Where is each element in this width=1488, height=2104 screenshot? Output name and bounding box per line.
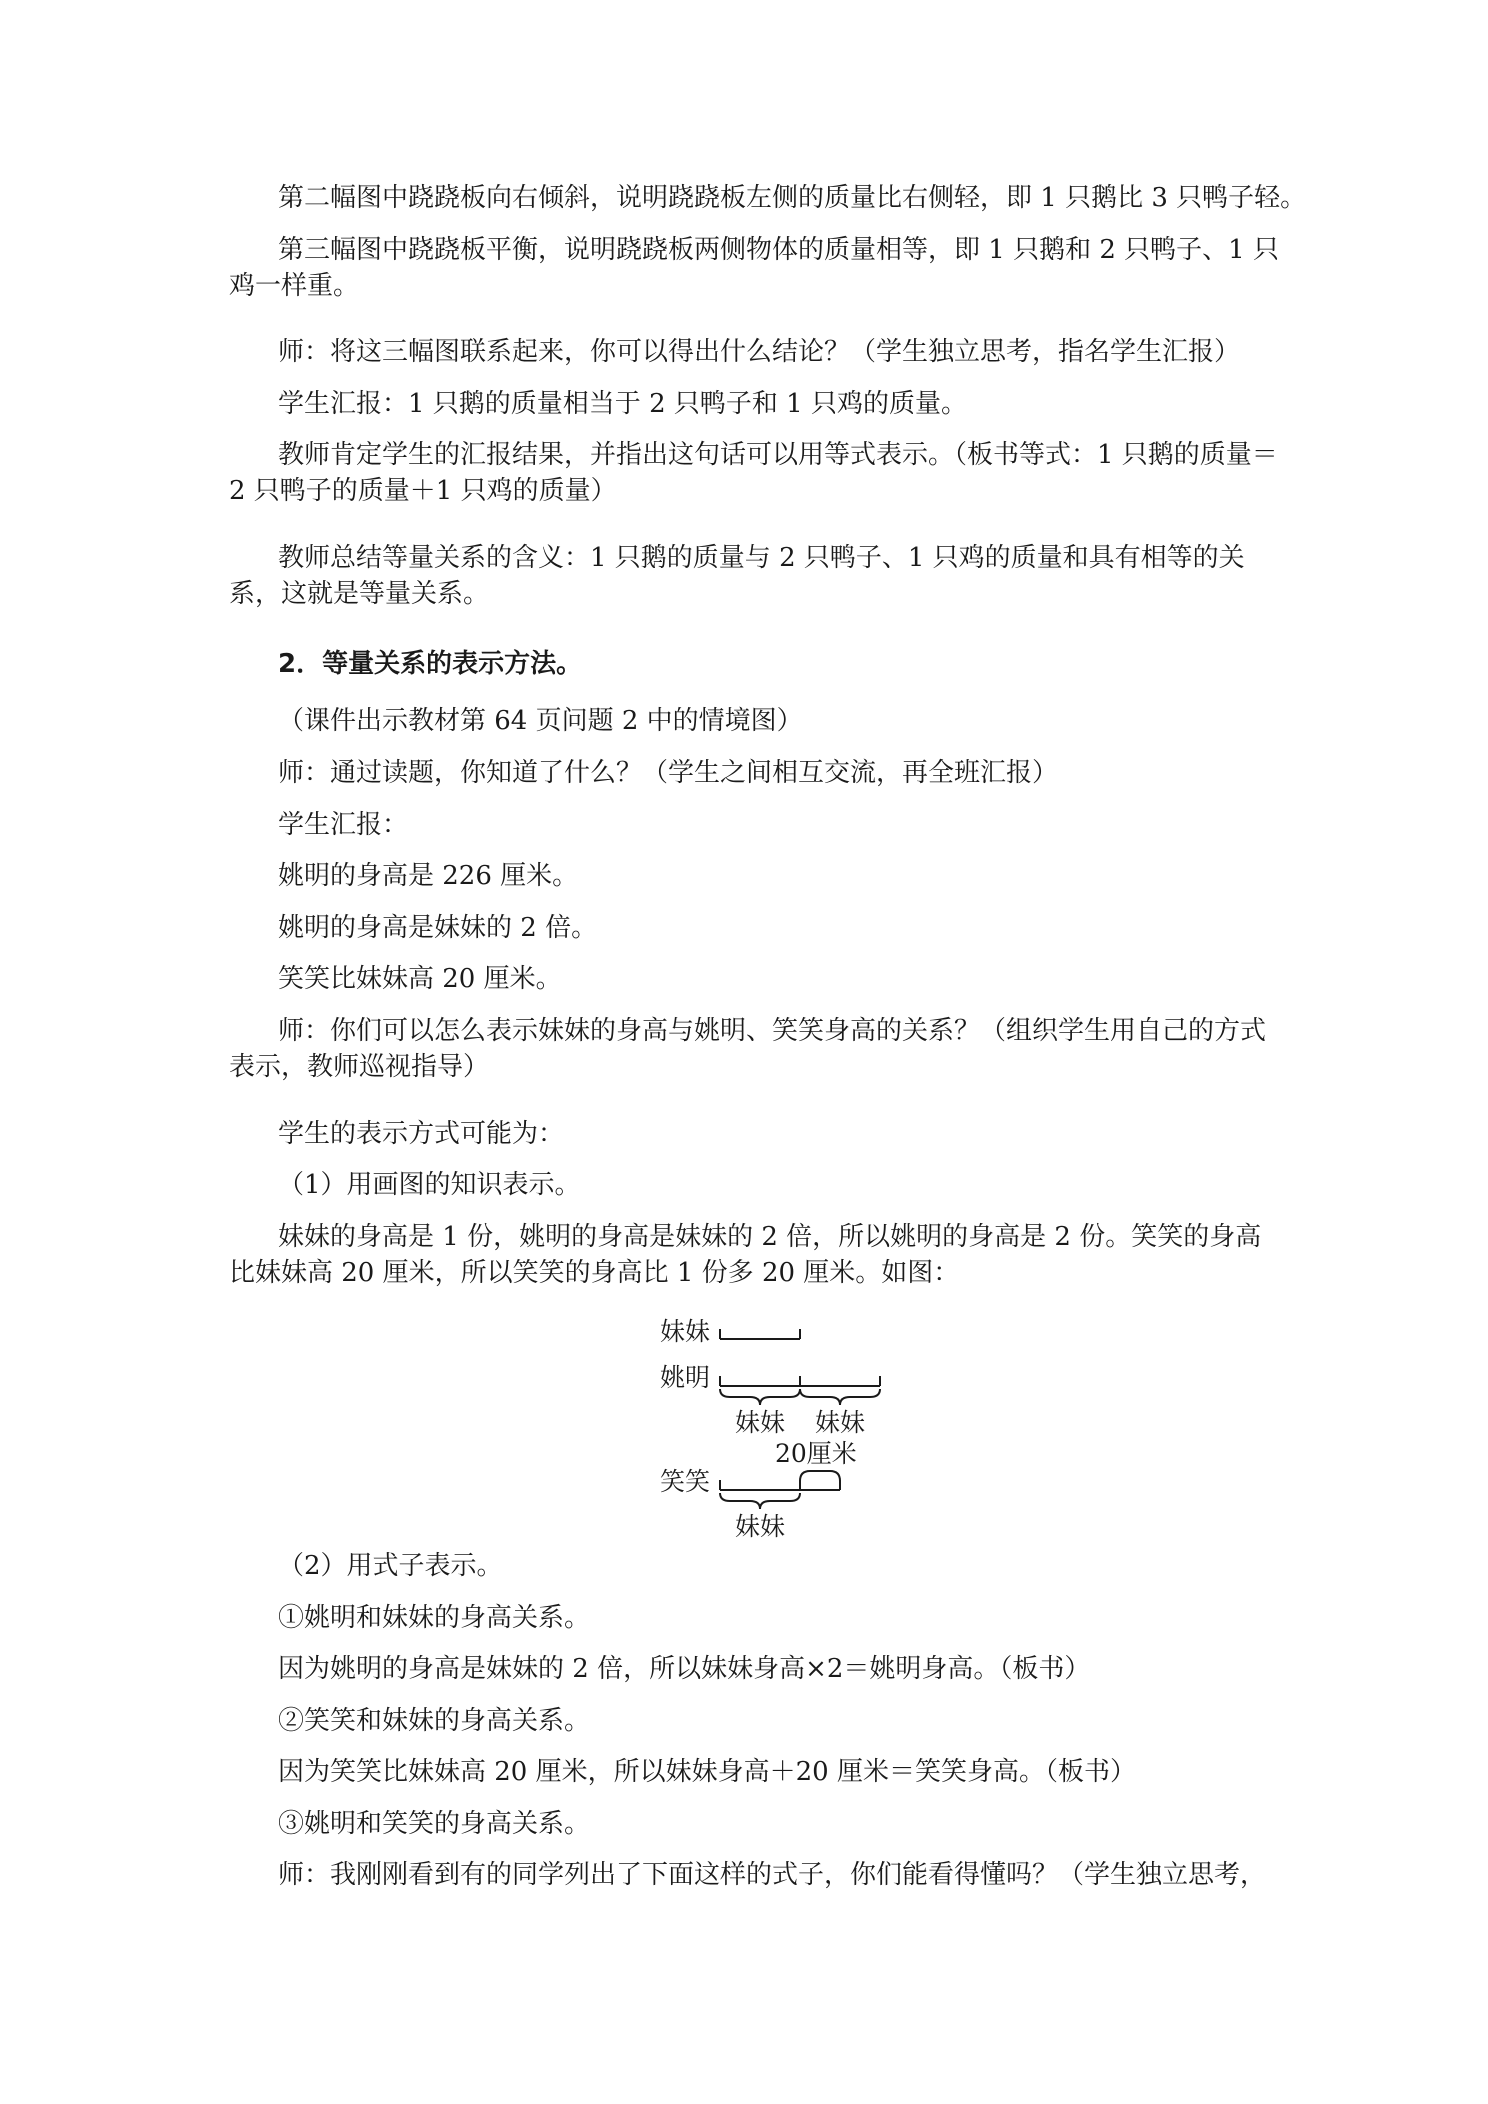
brace [720, 1493, 800, 1509]
paragraph: 教师总结等量关系的含义：1 只鹅的质量与 2 只鸭子、1 只鸡的质量和具有相等的关系，这就是等量关系。 [229, 543, 1245, 609]
paragraph: 学生的表示方式可能为： [278, 1119, 565, 1149]
paragraph: （1）用画图的知识表示。 [278, 1170, 581, 1200]
paragraph: 师：我刚刚看到有的同学列出了下面这样的式子，你们能看得懂吗？（学生独立思考， [278, 1860, 1267, 1890]
paragraph: 师：通过读题，你知道了什么？（学生之间相互交流，再全班汇报） [278, 758, 1059, 788]
label-yaoming: 姚明 [660, 1363, 711, 1392]
paragraph: 妹妹的身高是 1 份，姚明的身高是妹妹的 2 倍，所以姚明的身高是 2 份。笑笑的身高比妹妹高 20 厘米，所以笑笑的身高比 1 份多 20 厘米。如图： [229, 1222, 1262, 1288]
label-xiaoxiao: 笑笑 [660, 1467, 711, 1496]
label-meimei: 妹妹 [660, 1317, 711, 1346]
paragraph: 学生汇报： [278, 810, 409, 840]
paragraph: 师：你们可以怎么表示妹妹的身高与姚明、笑笑身高的关系？（组织学生用自己的方式表示，教师巡视指导） [229, 1016, 1267, 1082]
section-heading: 2．等量关系的表示方法。 [278, 649, 583, 679]
brace-label: 妹妹 [735, 1408, 786, 1437]
paragraph: 因为笑笑比妹妹高 20 厘米，所以妹妹身高＋20 厘米＝笑笑身高。（板书） [278, 1757, 1136, 1787]
brace-top [800, 1471, 840, 1481]
brace [800, 1389, 880, 1405]
paragraph: 因为姚明的身高是妹妹的 2 倍，所以妹妹身高×2＝姚明身高。（板书） [278, 1654, 1091, 1684]
paragraph: ③姚明和笑笑的身高关系。 [278, 1809, 591, 1839]
paragraph: （2）用式子表示。 [278, 1551, 503, 1581]
paragraph: ①姚明和妹妹的身高关系。 [278, 1603, 591, 1633]
paragraph: ②笑笑和妹妹的身高关系。 [278, 1706, 591, 1736]
paragraph: 教师肯定学生的汇报结果，并指出这句话可以用等式表示。（板书等式：1 只鹅的质量＝2 只鸭子的质量＋1 只鸡的质量） [229, 440, 1278, 506]
paragraph: 姚明的身高是妹妹的 2 倍。 [278, 913, 598, 943]
paragraph: 第三幅图中跷跷板平衡，说明跷跷板两侧物体的质量相等，即 1 只鹅和 2 只鸭子、1 只鸡一样重。 [229, 235, 1279, 301]
brace-label: 妹妹 [735, 1512, 786, 1541]
brace-label: 妹妹 [815, 1408, 866, 1437]
paragraph: 姚明的身高是 226 厘米。 [278, 861, 579, 891]
paragraph: 师：将这三幅图联系起来，你可以得出什么结论？（学生独立思考，指名学生汇报） [278, 337, 1241, 367]
brace [720, 1389, 800, 1405]
paragraph: 第二幅图中跷跷板向右倾斜，说明跷跷板左侧的质量比右侧轻，即 1 只鹅比 3 只鸭子轻。 [278, 183, 1307, 213]
paragraph: 笑笑比妹妹高 20 厘米。 [278, 964, 562, 994]
extra-label: 20厘米 [775, 1439, 857, 1468]
paragraph: 学生汇报：1 只鹅的质量相当于 2 只鸭子和 1 只鸡的质量。 [278, 389, 967, 419]
line-segment-diagram [650, 1313, 910, 1543]
paragraph: （课件出示教材第 64 页问题 2 中的情境图） [278, 706, 803, 736]
